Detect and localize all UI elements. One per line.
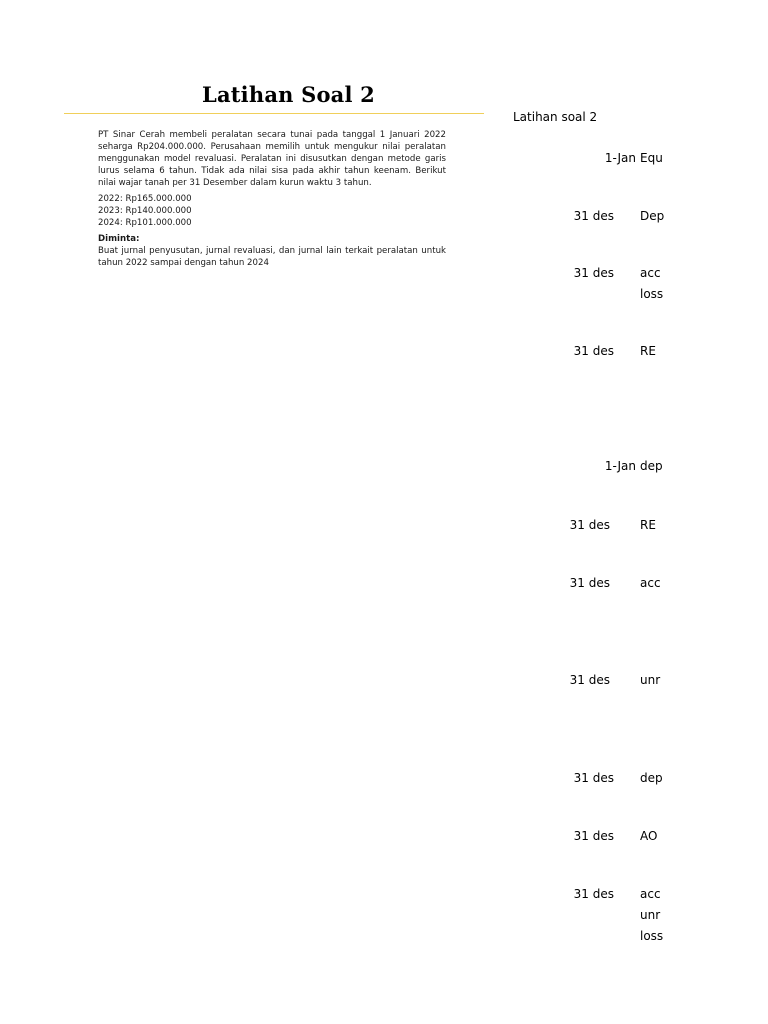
entry-account [640, 515, 656, 536]
entry-account-line: RE [640, 518, 656, 532]
entry-date: 31 des [573, 887, 614, 901]
entry-date: 31 des [573, 209, 614, 223]
entry-account-line: AO [640, 829, 658, 843]
entry-date: 31 des [569, 518, 610, 532]
entry-date: 31 des [569, 673, 610, 687]
entry-date: 31 des [569, 576, 610, 590]
fair-value-2023: 2023: Rp140.000.000 [98, 206, 192, 216]
entry-account-line: loss [640, 929, 664, 943]
entry-account-line: acc [640, 887, 661, 901]
entry-date: 31 des [573, 829, 614, 843]
entry-account-line: acc [640, 576, 661, 590]
entry-account [640, 148, 663, 169]
page-title: Latihan Soal 2 [202, 82, 375, 107]
entry-date: 31 des [573, 266, 614, 280]
entry-account [640, 206, 664, 227]
entry-account-line: loss [640, 287, 664, 301]
entry-account [640, 341, 656, 362]
entry-date: 1-Jan [604, 459, 636, 473]
problem-paragraph: PT Sinar Cerah membeli peralatan secara tunai pada tanggal 1 Januari 2022 seharga Rp204.000.000. Perusahaan memilih untuk mengukur nilai peralatan menggunakan model revaluasi. Peralatan ini disusutkan dengan metode garis lurus selama 6 tahun. Tidak ada nilai sisa pada akhir tahun keenam. Berikut nilai wajar tanah per 31 Desember dalam kurun waktu 3 tahun. [98, 130, 446, 188]
entry-date: 1-Jan [604, 151, 636, 165]
asked-text: Buat jurnal penyusutan, jurnal revaluasi, dan jurnal lain terkait peralatan untuk tahun 2022 sampai dengan tahun 2024 [98, 246, 446, 268]
entry-account [640, 826, 657, 847]
entry-account-line: Dep [640, 209, 665, 223]
entry-account-line: Equ [640, 151, 663, 165]
entry-account-line: acc [640, 266, 661, 280]
asked-label: Diminta: [98, 234, 140, 244]
entry-date: 31 des [573, 771, 614, 785]
entry-account [640, 573, 661, 594]
entry-account [640, 263, 663, 305]
entry-account-line: unr [640, 673, 661, 687]
fair-value-2022: 2022: Rp165.000.000 [98, 194, 192, 204]
entry-account [640, 768, 663, 789]
entry-account-line: RE [640, 344, 656, 358]
entry-account [640, 884, 663, 947]
account-column [640, 140, 665, 960]
problem-text [98, 129, 446, 269]
fair-value-2024: 2024: Rp101.000.000 [98, 218, 192, 228]
entry-account-line: unr [640, 908, 661, 922]
entry-account-line: dep [640, 771, 663, 785]
entry-account-line: dep [640, 459, 663, 473]
sheet-label: Latihan soal 2 [513, 110, 598, 124]
entry-account [640, 670, 660, 691]
title-divider [64, 113, 484, 114]
entry-date: 31 des [573, 344, 614, 358]
entry-account [640, 456, 663, 477]
